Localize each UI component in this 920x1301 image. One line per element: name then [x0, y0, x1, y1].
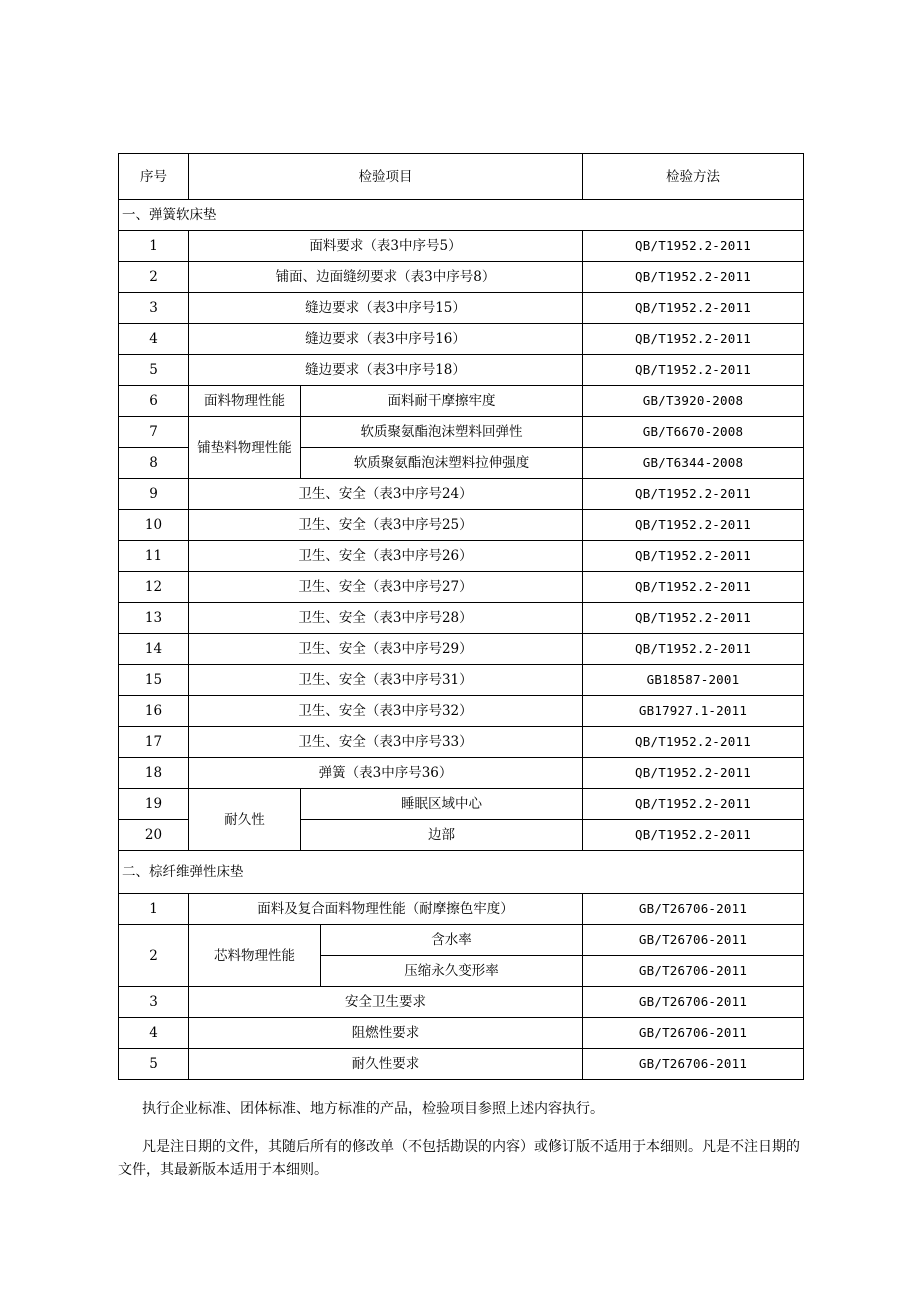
row-subitem: 软质聚氨酯泡沫塑料回弹性: [301, 417, 583, 448]
table-row: [119, 925, 804, 956]
row-method: GB/T26706-2011: [583, 1018, 804, 1049]
row-subitem: 软质聚氨酯泡沫塑料拉伸强度: [301, 448, 583, 479]
row-method: GB18587-2001: [583, 665, 804, 696]
row-seq: 3: [119, 293, 189, 324]
header-method: 检验方法: [583, 154, 804, 200]
row-item: 卫生、安全（表3中序号27）: [189, 572, 583, 603]
table-header-row: [119, 154, 804, 200]
note-line-1: 执行企业标准、团体标准、地方标准的产品，检验项目参照上述内容执行。: [142, 1101, 604, 1117]
row-item: 安全卫生要求: [189, 987, 583, 1018]
row-group: 耐久性: [189, 789, 301, 851]
row-method: QB/T1952.2-2011: [583, 603, 804, 634]
table-row: [119, 727, 804, 758]
row-method: QB/T1952.2-2011: [583, 231, 804, 262]
table-row: [119, 324, 804, 355]
row-method: GB/T6344-2008: [583, 448, 804, 479]
table-row: [119, 665, 804, 696]
table-row: [119, 603, 804, 634]
table-row: [119, 1018, 804, 1049]
row-seq: 8: [119, 448, 189, 479]
row-item: 耐久性要求: [189, 1049, 583, 1080]
row-seq: 13: [119, 603, 189, 634]
row-method: QB/T1952.2-2011: [583, 293, 804, 324]
row-item: 卫生、安全（表3中序号26）: [189, 541, 583, 572]
row-seq: 9: [119, 479, 189, 510]
row-seq: 1: [119, 231, 189, 262]
row-group: 面料物理性能: [189, 386, 301, 417]
row-seq: 19: [119, 789, 189, 820]
row-subitem: 压缩永久变形率: [321, 956, 583, 987]
row-method: GB/T6670-2008: [583, 417, 804, 448]
row-method: GB/T26706-2011: [583, 894, 804, 925]
table-row: [119, 541, 804, 572]
row-item: 阻燃性要求: [189, 1018, 583, 1049]
row-subitem: 边部: [301, 820, 583, 851]
row-item: 面料要求（表3中序号5）: [189, 231, 583, 262]
row-item: 缝边要求（表3中序号15）: [189, 293, 583, 324]
row-method: QB/T1952.2-2011: [583, 324, 804, 355]
row-seq: 3: [119, 987, 189, 1018]
row-seq: 7: [119, 417, 189, 448]
row-seq: 10: [119, 510, 189, 541]
row-seq: 15: [119, 665, 189, 696]
row-method: QB/T1952.2-2011: [583, 820, 804, 851]
row-item: 铺面、边面缝纫要求（表3中序号8）: [189, 262, 583, 293]
row-method: GB/T3920-2008: [583, 386, 804, 417]
row-method: QB/T1952.2-2011: [583, 541, 804, 572]
row-method: GB17927.1-2011: [583, 696, 804, 727]
header-item: 检验项目: [189, 154, 583, 200]
section-title-row: [119, 200, 804, 231]
row-item: 卫生、安全（表3中序号24）: [189, 479, 583, 510]
row-item: 卫生、安全（表3中序号28）: [189, 603, 583, 634]
inspection-table: [118, 153, 804, 1080]
header-seq: 序号: [119, 154, 189, 200]
row-method: QB/T1952.2-2011: [583, 758, 804, 789]
row-seq: 18: [119, 758, 189, 789]
row-group: 芯料物理性能: [189, 925, 321, 987]
table-row: [119, 987, 804, 1018]
table-row: [119, 510, 804, 541]
table-row: [119, 417, 804, 448]
row-seq: 1: [119, 894, 189, 925]
row-seq: 4: [119, 324, 189, 355]
row-method: GB/T26706-2011: [583, 1049, 804, 1080]
section-title: 一、弹簧软床垫: [119, 200, 804, 231]
table-row: [119, 696, 804, 727]
row-seq: 4: [119, 1018, 189, 1049]
row-group: 铺垫料物理性能: [189, 417, 301, 479]
table-row: [119, 355, 804, 386]
table-row: [119, 758, 804, 789]
row-item: 卫生、安全（表3中序号33）: [189, 727, 583, 758]
row-seq: 14: [119, 634, 189, 665]
row-seq: 5: [119, 1049, 189, 1080]
table-row: [119, 572, 804, 603]
table-row: [119, 386, 804, 417]
row-method: GB/T26706-2011: [583, 956, 804, 987]
row-item: 卫生、安全（表3中序号29）: [189, 634, 583, 665]
section-title-row: [119, 851, 804, 894]
table-row: [119, 789, 804, 820]
row-item: 弹簧（表3中序号36）: [189, 758, 583, 789]
row-seq: 11: [119, 541, 189, 572]
table-row: [119, 479, 804, 510]
row-method: GB/T26706-2011: [583, 987, 804, 1018]
row-item: 缝边要求（表3中序号16）: [189, 324, 583, 355]
row-method: QB/T1952.2-2011: [583, 727, 804, 758]
row-method: QB/T1952.2-2011: [583, 510, 804, 541]
row-item: 卫生、安全（表3中序号25）: [189, 510, 583, 541]
table-row: [119, 1049, 804, 1080]
table-row: [119, 894, 804, 925]
row-item: 卫生、安全（表3中序号31）: [189, 665, 583, 696]
section-title: 二、棕纤维弹性床垫: [119, 851, 804, 894]
table-row: [119, 231, 804, 262]
table-row: [119, 293, 804, 324]
row-seq: 12: [119, 572, 189, 603]
row-seq: 5: [119, 355, 189, 386]
table-row: [119, 634, 804, 665]
row-method: QB/T1952.2-2011: [583, 479, 804, 510]
row-subitem: 睡眠区域中心: [301, 789, 583, 820]
row-seq: 6: [119, 386, 189, 417]
row-method: QB/T1952.2-2011: [583, 262, 804, 293]
row-method: QB/T1952.2-2011: [583, 355, 804, 386]
note-line-2: 凡是注日期的文件，其随后所有的修改单（不包括勘误的内容）或修订版不适用于本细则。凡是不注日期的文件，其最新版本适用于本细则。: [118, 1139, 800, 1178]
row-method: QB/T1952.2-2011: [583, 572, 804, 603]
table-row: [119, 262, 804, 293]
row-subitem: 含水率: [321, 925, 583, 956]
row-seq: 2: [119, 262, 189, 293]
row-subitem: 面料耐干摩擦牢度: [301, 386, 583, 417]
row-method: QB/T1952.2-2011: [583, 634, 804, 665]
row-method: QB/T1952.2-2011: [583, 789, 804, 820]
row-seq: 17: [119, 727, 189, 758]
row-item: 卫生、安全（表3中序号32）: [189, 696, 583, 727]
row-item: 面料及复合面料物理性能（耐摩擦色牢度）: [189, 894, 583, 925]
row-item: 缝边要求（表3中序号18）: [189, 355, 583, 386]
row-method: GB/T26706-2011: [583, 925, 804, 956]
row-seq: 2: [119, 925, 189, 987]
row-seq: 16: [119, 696, 189, 727]
row-seq: 20: [119, 820, 189, 851]
